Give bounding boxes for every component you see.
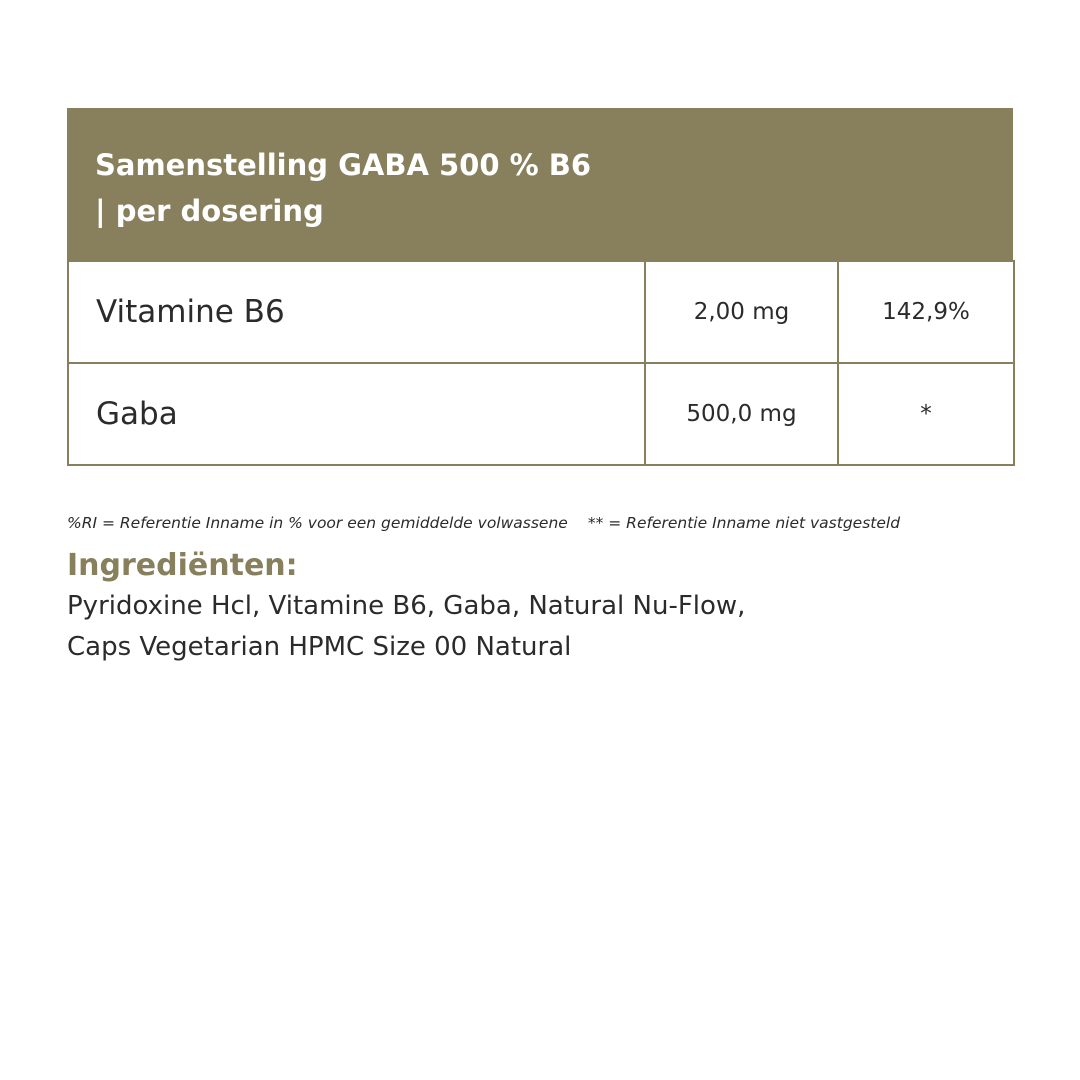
composition-table — [67, 260, 1015, 466]
ingredient-amount-cell: 500,0 mg — [645, 363, 838, 465]
table-row — [68, 363, 1014, 465]
ingredients-heading: Ingrediënten: — [67, 548, 298, 583]
footnote-ri: %RI = Referentie Inname in % voor een gemiddelde volwassene — [67, 514, 568, 532]
ingredients-line2: Caps Vegetarian HPMC Size 00 Natural — [67, 632, 572, 662]
ingredient-name-cell: Gaba — [68, 363, 645, 465]
ingredient-amount-cell: 2,00 mg — [645, 261, 838, 363]
composition-panel — [67, 108, 1013, 466]
composition-title-line2: | per dosering — [95, 194, 324, 228]
composition-title-line1: Samenstelling GABA 500 % B6 — [95, 148, 592, 182]
ingredient-ri-cell: 142,9% — [838, 261, 1014, 363]
footnote-not-set: ** = Referentie Inname niet vastgesteld — [587, 514, 901, 532]
table-row — [68, 261, 1014, 363]
composition-header — [67, 108, 1013, 260]
footnote — [67, 514, 1027, 532]
composition-title — [95, 142, 655, 234]
ingredients-line1: Pyridoxine Hcl, Vitamine B6, Gaba, Natural Nu-Flow, — [67, 591, 746, 621]
ingredient-name-cell: Vitamine B6 — [68, 261, 645, 363]
ingredients-list — [67, 586, 967, 668]
ingredient-ri-cell: * — [838, 363, 1014, 465]
